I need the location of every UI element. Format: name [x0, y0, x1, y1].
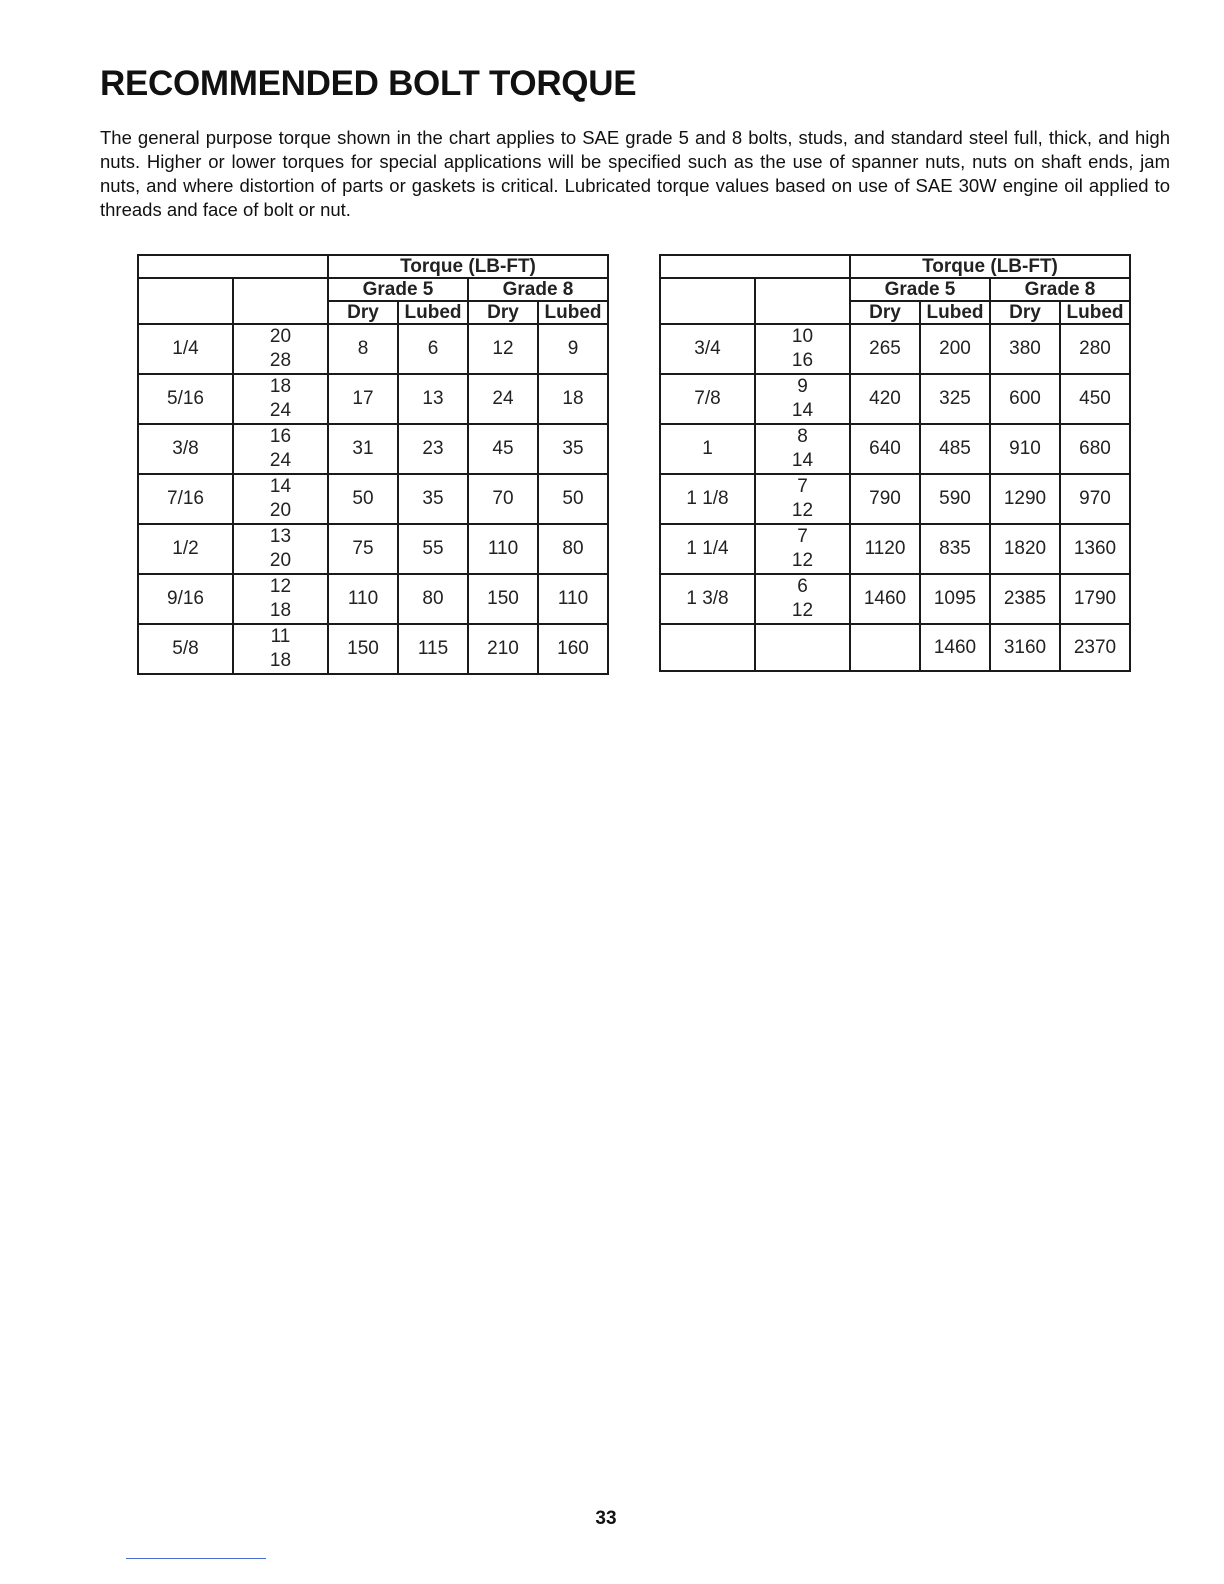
bolt-size-cell: 5/8: [138, 624, 233, 674]
thread-count: 13: [269, 526, 292, 547]
grade5-lubed-cell: 1095: [920, 574, 990, 624]
header-blank: [660, 255, 850, 278]
header-blank: [138, 255, 328, 278]
bolt-size-cell: 1: [660, 424, 755, 474]
threads-cell: [755, 574, 850, 624]
thread-count: 16: [791, 350, 814, 371]
thread-count: 24: [269, 400, 292, 421]
thread-count: 11: [270, 626, 291, 647]
header-size-blank: [138, 278, 233, 324]
bolt-size-cell: 1 1/8: [660, 474, 755, 524]
grade5-lubed-cell: 55: [398, 524, 468, 574]
header-size-blank: [660, 278, 755, 324]
table-row: [138, 424, 608, 474]
table-row: [660, 424, 1130, 474]
grade8-lubed-cell: 2370: [1060, 624, 1130, 671]
threads-cell: [233, 474, 328, 524]
thread-count: 28: [269, 350, 292, 371]
grade8-lubed-cell: 1360: [1060, 524, 1130, 574]
thread-count: 10: [791, 326, 814, 347]
grade5-dry-cell: 1460: [850, 574, 920, 624]
thread-count: 12: [791, 500, 814, 521]
thread-count: 9: [797, 376, 808, 397]
header-row-torque: [138, 255, 608, 278]
header-grade5: Grade 5: [850, 278, 990, 301]
thread-count: 14: [269, 476, 292, 497]
grade5-dry-cell: 1120: [850, 524, 920, 574]
grade5-dry-cell: 420: [850, 374, 920, 424]
header-thread-blank: [755, 278, 850, 324]
grade8-dry-cell: 150: [468, 574, 538, 624]
grade8-dry-cell: 910: [990, 424, 1060, 474]
grade5-lubed-cell: 13: [398, 374, 468, 424]
thread-count: 24: [269, 450, 292, 471]
grade8-lubed-cell: 450: [1060, 374, 1130, 424]
header-g5-dry: Dry: [328, 301, 398, 324]
threads-cell: [233, 524, 328, 574]
grade8-lubed-cell: 50: [538, 474, 608, 524]
grade8-lubed-cell: 680: [1060, 424, 1130, 474]
bolt-size-cell: 1 1/4: [660, 524, 755, 574]
grade8-dry-cell: 45: [468, 424, 538, 474]
threads-cell: [755, 524, 850, 574]
header-g8-dry: Dry: [990, 301, 1060, 324]
bolt-size-cell: 7/8: [660, 374, 755, 424]
grade5-lubed-cell: 835: [920, 524, 990, 574]
thread-count: 12: [269, 576, 292, 597]
bolt-size-cell: 7/16: [138, 474, 233, 524]
grade5-dry-cell: 75: [328, 524, 398, 574]
table-row: [138, 474, 608, 524]
table-row: [660, 574, 1130, 624]
thread-count: 20: [269, 326, 292, 347]
grade5-dry-cell: [850, 624, 920, 671]
threads-cell: [233, 324, 328, 374]
threads-cell: [233, 424, 328, 474]
grade8-dry-cell: 3160: [990, 624, 1060, 671]
bolt-size-cell: 5/16: [138, 374, 233, 424]
table-row: [138, 574, 608, 624]
bolt-size-cell: 3/8: [138, 424, 233, 474]
threads-cell: [755, 624, 850, 671]
threads-cell: [233, 574, 328, 624]
header-row-grade: [138, 278, 608, 301]
grade5-dry-cell: 8: [328, 324, 398, 374]
header-grade8: Grade 8: [990, 278, 1130, 301]
grade8-dry-cell: 380: [990, 324, 1060, 374]
bolt-size-cell: 3/4: [660, 324, 755, 374]
thread-count: 20: [269, 500, 292, 521]
grade8-lubed-cell: 110: [538, 574, 608, 624]
intro-paragraph: The general purpose torque shown in the chart applies to SAE grade 5 and 8 bolts, studs, and standard steel full, thick, and high nuts. Higher or lower torques for special applications will be specified such as the use of spanner nuts, nuts on shaft ends, jam nuts, and where distortion of parts or gaskets is critical. Lubricated torque values based on use of SAE 30W engine oil applied to threads and face of bolt or nut.: [100, 127, 1170, 220]
table-row: [660, 624, 1130, 671]
grade5-dry-cell: 17: [328, 374, 398, 424]
header-row-grade: [660, 278, 1130, 301]
grade8-lubed-cell: 35: [538, 424, 608, 474]
grade8-lubed-cell: 970: [1060, 474, 1130, 524]
grade8-lubed-cell: 160: [538, 624, 608, 674]
grade5-lubed-cell: 23: [398, 424, 468, 474]
page-number: 33: [595, 1508, 617, 1529]
bolt-size-cell: 1/4: [138, 324, 233, 374]
table-row: [660, 474, 1130, 524]
header-g5-dry: Dry: [850, 301, 920, 324]
bolt-size-cell: 9/16: [138, 574, 233, 624]
header-g5-lubed: Lubed: [398, 301, 468, 324]
grade8-lubed-cell: 18: [538, 374, 608, 424]
header-torque: Torque (LB-FT): [328, 255, 608, 278]
grade5-lubed-cell: 6: [398, 324, 468, 374]
header-g8-lubed: Lubed: [1060, 301, 1130, 324]
table-row: [138, 324, 608, 374]
grade8-lubed-cell: 1790: [1060, 574, 1130, 624]
grade8-dry-cell: 1290: [990, 474, 1060, 524]
grade8-lubed-cell: 80: [538, 524, 608, 574]
grade8-dry-cell: 600: [990, 374, 1060, 424]
bolt-size-cell: 1/2: [138, 524, 233, 574]
grade5-lubed-cell: 80: [398, 574, 468, 624]
grade5-dry-cell: 790: [850, 474, 920, 524]
grade5-lubed-cell: 1460: [920, 624, 990, 671]
grade8-lubed-cell: 280: [1060, 324, 1130, 374]
grade8-dry-cell: 210: [468, 624, 538, 674]
threads-cell: [755, 474, 850, 524]
torque-table-left: [137, 254, 609, 675]
grade8-dry-cell: 110: [468, 524, 538, 574]
grade5-dry-cell: 31: [328, 424, 398, 474]
grade5-dry-cell: 640: [850, 424, 920, 474]
thread-count: 6: [797, 576, 808, 597]
header-row-torque: [660, 255, 1130, 278]
grade5-dry-cell: 265: [850, 324, 920, 374]
threads-cell: [755, 374, 850, 424]
table-row: [138, 374, 608, 424]
header-g5-lubed: Lubed: [920, 301, 990, 324]
thread-count: 7: [797, 526, 808, 547]
threads-cell: [755, 324, 850, 374]
thread-count: 16: [269, 426, 292, 447]
grade5-lubed-cell: 200: [920, 324, 990, 374]
threads-cell: [755, 424, 850, 474]
threads-cell: [233, 374, 328, 424]
header-grade8: Grade 8: [468, 278, 608, 301]
header-g8-lubed: Lubed: [538, 301, 608, 324]
thread-count: 18: [269, 600, 292, 621]
thread-count: 18: [269, 376, 292, 397]
thread-count: 20: [269, 550, 292, 571]
footer-divider: [126, 1558, 266, 1559]
header-grade5: Grade 5: [328, 278, 468, 301]
grade5-dry-cell: 50: [328, 474, 398, 524]
grade5-lubed-cell: 325: [920, 374, 990, 424]
thread-count: 14: [791, 400, 814, 421]
table-row: [660, 324, 1130, 374]
header-thread-blank: [233, 278, 328, 324]
thread-count: 14: [791, 450, 814, 471]
grade5-lubed-cell: 590: [920, 474, 990, 524]
table-row: [138, 624, 608, 674]
thread-count: 8: [797, 426, 808, 447]
thread-count: 7: [797, 476, 808, 497]
grade5-lubed-cell: 35: [398, 474, 468, 524]
grade5-dry-cell: 150: [328, 624, 398, 674]
grade5-lubed-cell: 115: [398, 624, 468, 674]
threads-cell: [233, 624, 328, 674]
grade5-dry-cell: 110: [328, 574, 398, 624]
table-row: [660, 374, 1130, 424]
thread-count: 18: [269, 650, 292, 671]
grade8-dry-cell: 12: [468, 324, 538, 374]
grade8-dry-cell: 70: [468, 474, 538, 524]
thread-count: 12: [791, 550, 814, 571]
bolt-size-cell: [660, 624, 755, 671]
header-g8-dry: Dry: [468, 301, 538, 324]
page-title: RECOMMENDED BOLT TORQUE: [100, 64, 637, 103]
grade8-lubed-cell: 9: [538, 324, 608, 374]
thread-count: 12: [791, 600, 814, 621]
torque-table-right: [659, 254, 1131, 672]
grade5-lubed-cell: 485: [920, 424, 990, 474]
header-torque: Torque (LB-FT): [850, 255, 1130, 278]
table-row: [138, 524, 608, 574]
bolt-size-cell: 1 3/8: [660, 574, 755, 624]
grade8-dry-cell: 1820: [990, 524, 1060, 574]
table-row: [660, 524, 1130, 574]
grade8-dry-cell: 2385: [990, 574, 1060, 624]
grade8-dry-cell: 24: [468, 374, 538, 424]
